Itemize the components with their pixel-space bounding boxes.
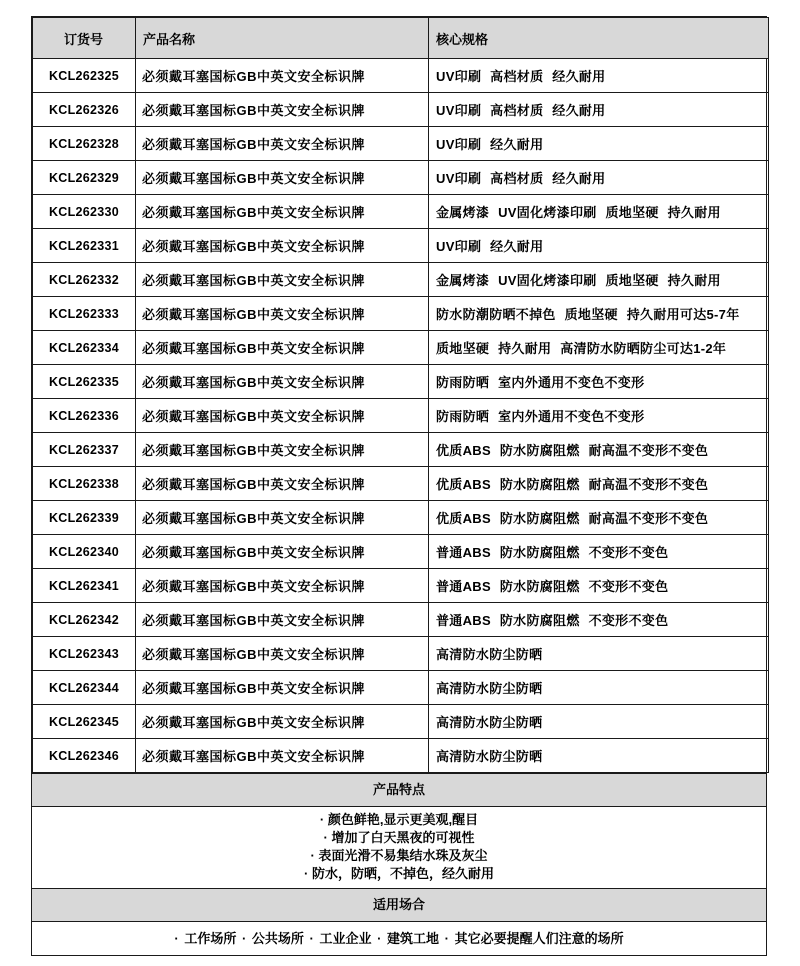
- core-spec-cell: 高清防水防尘防晒: [429, 671, 769, 705]
- occasions-text: · 工作场所 · 公共场所 · 工业企业 · 建筑工地 · 其它必要提醒人们注意的场所: [174, 931, 624, 946]
- order-code-cell: KCL262328: [33, 127, 136, 161]
- table-row: [33, 603, 769, 637]
- occasions-row: [32, 921, 766, 955]
- product-name-cell: 必须戴耳塞国标GB中英文安全标识牌: [136, 161, 429, 195]
- order-code-cell: KCL262342: [33, 603, 136, 637]
- core-spec-cell: 金属烤漆 UV固化烤漆印刷 质地坚硬 持久耐用: [429, 195, 769, 229]
- table-row: [33, 195, 769, 229]
- table-row: [33, 535, 769, 569]
- order-code-cell: KCL262343: [33, 637, 136, 671]
- table-row: [33, 161, 769, 195]
- table-row: [33, 59, 769, 93]
- core-spec-cell: 质地坚硬 持久耐用 高清防水防晒防尘可达1-2年: [429, 331, 769, 365]
- order-code-cell: KCL262336: [33, 399, 136, 433]
- order-code-cell: KCL262337: [33, 433, 136, 467]
- order-code-cell: KCL262333: [33, 297, 136, 331]
- core-spec-cell: 防水防潮防晒不掉色 质地坚硬 持久耐用可达5-7年: [429, 297, 769, 331]
- core-spec-cell: UV印刷 经久耐用: [429, 229, 769, 263]
- feature-item: · 表面光滑不易集结水珠及灰尘: [310, 848, 488, 863]
- core-spec-cell: 金属烤漆 UV固化烤漆印刷 质地坚硬 持久耐用: [429, 263, 769, 297]
- col-header-core-spec: 核心规格: [429, 18, 769, 59]
- table-row: [33, 501, 769, 535]
- core-spec-cell: UV印刷 经久耐用: [429, 127, 769, 161]
- occasions-section-title: 适用场合: [32, 888, 766, 921]
- features-section-title: 产品特点: [32, 773, 766, 806]
- order-code-cell: KCL262335: [33, 365, 136, 399]
- product-name-cell: 必须戴耳塞国标GB中英文安全标识牌: [136, 671, 429, 705]
- product-name-cell: 必须戴耳塞国标GB中英文安全标识牌: [136, 569, 429, 603]
- order-code-cell: KCL262326: [33, 93, 136, 127]
- order-code-cell: KCL262345: [33, 705, 136, 739]
- table-row: [33, 433, 769, 467]
- core-spec-cell: 普通ABS 防水防腐阻燃 不变形不变色: [429, 535, 769, 569]
- table-row: [33, 637, 769, 671]
- product-name-cell: 必须戴耳塞国标GB中英文安全标识牌: [136, 127, 429, 161]
- product-name-cell: 必须戴耳塞国标GB中英文安全标识牌: [136, 59, 429, 93]
- core-spec-cell: 普通ABS 防水防腐阻燃 不变形不变色: [429, 603, 769, 637]
- table-row: [33, 671, 769, 705]
- product-name-cell: 必须戴耳塞国标GB中英文安全标识牌: [136, 93, 429, 127]
- order-code-cell: KCL262344: [33, 671, 136, 705]
- feature-item: · 颜色鲜艳,显示更美观,醒目: [319, 812, 479, 827]
- table-row: [33, 365, 769, 399]
- core-spec-cell: UV印刷 高档材质 经久耐用: [429, 93, 769, 127]
- table-row: [33, 263, 769, 297]
- product-spec-sheet: [31, 16, 767, 956]
- order-code-cell: KCL262325: [33, 59, 136, 93]
- product-name-cell: 必须戴耳塞国标GB中英文安全标识牌: [136, 297, 429, 331]
- core-spec-cell: 普通ABS 防水防腐阻燃 不变形不变色: [429, 569, 769, 603]
- order-code-cell: KCL262331: [33, 229, 136, 263]
- core-spec-cell: 高清防水防尘防晒: [429, 739, 769, 773]
- order-code-cell: KCL262340: [33, 535, 136, 569]
- product-name-cell: 必须戴耳塞国标GB中英文安全标识牌: [136, 263, 429, 297]
- order-code-cell: KCL262338: [33, 467, 136, 501]
- product-name-cell: 必须戴耳塞国标GB中英文安全标识牌: [136, 331, 429, 365]
- col-header-order-no: 订货号: [33, 18, 136, 59]
- product-name-cell: 必须戴耳塞国标GB中英文安全标识牌: [136, 603, 429, 637]
- order-code-cell: KCL262332: [33, 263, 136, 297]
- order-code-cell: KCL262341: [33, 569, 136, 603]
- product-name-cell: 必须戴耳塞国标GB中英文安全标识牌: [136, 739, 429, 773]
- core-spec-cell: 优质ABS 防水防腐阻燃 耐高温不变形不变色: [429, 467, 769, 501]
- features-list: [32, 806, 766, 888]
- core-spec-cell: 优质ABS 防水防腐阻燃 耐高温不变形不变色: [429, 433, 769, 467]
- table-row: [33, 467, 769, 501]
- order-code-cell: KCL262329: [33, 161, 136, 195]
- core-spec-cell: UV印刷 高档材质 经久耐用: [429, 59, 769, 93]
- order-code-cell: KCL262330: [33, 195, 136, 229]
- product-name-cell: 必须戴耳塞国标GB中英文安全标识牌: [136, 229, 429, 263]
- table-row: [33, 739, 769, 773]
- core-spec-cell: 高清防水防尘防晒: [429, 637, 769, 671]
- core-spec-cell: UV印刷 高档材质 经久耐用: [429, 161, 769, 195]
- product-name-cell: 必须戴耳塞国标GB中英文安全标识牌: [136, 365, 429, 399]
- order-code-cell: KCL262334: [33, 331, 136, 365]
- product-name-cell: 必须戴耳塞国标GB中英文安全标识牌: [136, 501, 429, 535]
- table-row: [33, 331, 769, 365]
- table-row: [33, 127, 769, 161]
- product-name-cell: 必须戴耳塞国标GB中英文安全标识牌: [136, 195, 429, 229]
- table-row: [33, 569, 769, 603]
- header-row: [33, 18, 769, 59]
- col-header-product-name: 产品名称: [136, 18, 429, 59]
- core-spec-cell: 优质ABS 防水防腐阻燃 耐高温不变形不变色: [429, 501, 769, 535]
- product-name-cell: 必须戴耳塞国标GB中英文安全标识牌: [136, 705, 429, 739]
- feature-item: · 防水，防晒，不掉色，经久耐用: [304, 866, 494, 881]
- table-row: [33, 229, 769, 263]
- product-name-cell: 必须戴耳塞国标GB中英文安全标识牌: [136, 399, 429, 433]
- core-spec-cell: 防雨防晒 室内外通用不变色不变形: [429, 365, 769, 399]
- product-name-cell: 必须戴耳塞国标GB中英文安全标识牌: [136, 433, 429, 467]
- table-row: [33, 399, 769, 433]
- product-name-cell: 必须戴耳塞国标GB中英文安全标识牌: [136, 535, 429, 569]
- core-spec-cell: 高清防水防尘防晒: [429, 705, 769, 739]
- feature-item: · 增加了白天黑夜的可视性: [323, 830, 475, 845]
- product-name-cell: 必须戴耳塞国标GB中英文安全标识牌: [136, 637, 429, 671]
- product-name-cell: 必须戴耳塞国标GB中英文安全标识牌: [136, 467, 429, 501]
- table-row: [33, 93, 769, 127]
- spec-table: [32, 17, 769, 773]
- table-row: [33, 297, 769, 331]
- order-code-cell: KCL262339: [33, 501, 136, 535]
- order-code-cell: KCL262346: [33, 739, 136, 773]
- core-spec-cell: 防雨防晒 室内外通用不变色不变形: [429, 399, 769, 433]
- table-row: [33, 705, 769, 739]
